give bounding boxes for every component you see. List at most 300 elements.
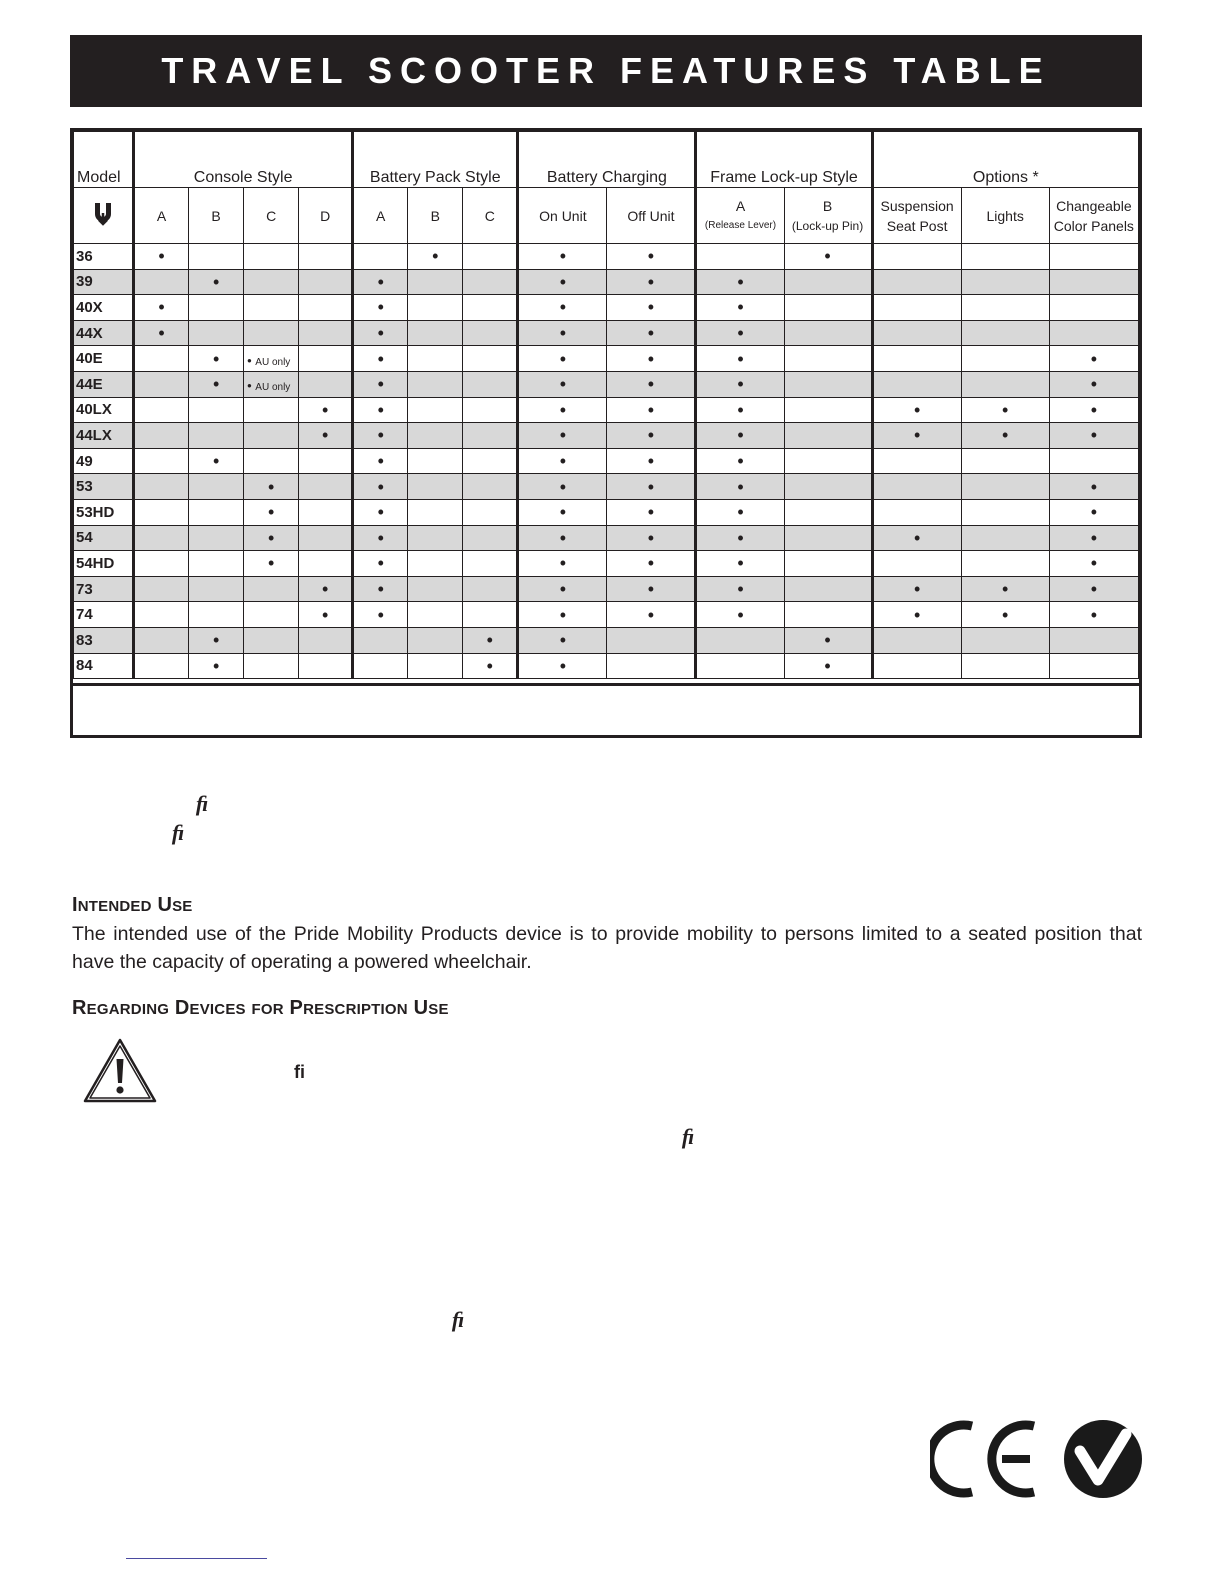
feature-cell-pack_a <box>353 269 408 295</box>
feature-cell-pack_b <box>408 525 463 551</box>
feature-cell-pack_b <box>408 653 463 679</box>
feature-cell-pack_c <box>463 320 518 346</box>
feature-cell-opt_panels <box>1049 320 1138 346</box>
feature-cell-lock_a <box>696 525 784 551</box>
feature-cell-charge_on <box>518 295 607 321</box>
feature-cell-opt_panels <box>1049 551 1138 577</box>
pack-a-header: A <box>353 188 408 244</box>
feature-dot: • <box>737 502 744 523</box>
feature-cell-charge_off <box>607 551 696 577</box>
feature-cell-opt_panels <box>1049 269 1138 295</box>
feature-dot: • <box>158 246 165 267</box>
feature-cell-pack_b <box>408 295 463 321</box>
feature-cell-opt_susp <box>872 244 961 270</box>
feature-cell-pack_a <box>353 627 408 653</box>
feature-cell-lock_a <box>696 499 784 525</box>
feature-cell-lock_b <box>784 269 872 295</box>
au-only-note: • AU only <box>247 378 291 394</box>
model-cell: 44X <box>74 320 134 346</box>
feature-dot: • <box>1002 579 1009 600</box>
au-only-note: • AU only <box>247 352 291 368</box>
feature-cell-pack_c <box>463 499 518 525</box>
feature-cell-lock_a <box>696 551 784 577</box>
feature-dot: • <box>322 399 329 420</box>
feature-cell-pack_b <box>408 602 463 628</box>
feature-cell-console_d <box>299 525 353 551</box>
feature-cell-pack_b <box>408 371 463 397</box>
ligature-fi: ﬁ <box>196 791 209 816</box>
feature-cell-charge_on <box>518 576 607 602</box>
certification-marks <box>930 1418 1144 1500</box>
feature-cell-opt_panels <box>1049 474 1138 500</box>
feature-cell-charge_on <box>518 499 607 525</box>
feature-cell-opt_susp <box>872 295 961 321</box>
feature-cell-lock_a <box>696 295 784 321</box>
feature-dot: • <box>377 323 384 344</box>
feature-cell-pack_c <box>463 448 518 474</box>
model-cell: 53HD <box>74 499 134 525</box>
group-header-frame-lockup: Frame Lock-up Style <box>696 132 872 188</box>
feature-dot: • <box>737 425 744 446</box>
feature-cell-charge_off <box>607 320 696 346</box>
feature-cell-charge_off <box>607 576 696 602</box>
feature-dot: • <box>559 374 567 395</box>
feature-dot: • <box>559 630 567 651</box>
feature-cell-console_c <box>244 320 299 346</box>
feature-dot: • <box>647 323 655 344</box>
feature-cell-lock_b <box>784 576 872 602</box>
table-row <box>74 371 1139 397</box>
feature-cell-pack_a <box>353 371 408 397</box>
feature-cell-lock_a <box>696 653 784 679</box>
feature-cell-opt_lights <box>961 576 1049 602</box>
feature-dot: • <box>559 476 567 497</box>
feature-dot: • <box>559 579 567 600</box>
feature-cell-charge_off <box>607 269 696 295</box>
feature-cell-pack_c <box>463 551 518 577</box>
feature-cell-charge_off <box>607 397 696 423</box>
feature-dot: • <box>647 348 655 369</box>
feature-dot: • <box>1090 399 1098 420</box>
feature-dot: • <box>212 655 220 676</box>
feature-cell-opt_lights <box>961 499 1049 525</box>
feature-dot: • <box>432 246 439 267</box>
table-row <box>74 499 1139 525</box>
model-cell: 83 <box>74 627 134 653</box>
feature-dot: • <box>486 655 493 676</box>
page-title: TRAVEL SCOOTER FEATURES TABLE <box>70 35 1142 107</box>
table-row <box>74 397 1139 423</box>
feature-cell-opt_susp <box>872 576 961 602</box>
feature-cell-console_c <box>244 525 299 551</box>
feature-cell-opt_panels <box>1049 525 1138 551</box>
feature-dot: • <box>559 502 567 523</box>
feature-dot: • <box>377 374 384 395</box>
feature-cell-opt_panels <box>1049 244 1138 270</box>
intended-use-body: The intended use of the Pride Mobility Products device is to provide mobility to persons limited to a seated position that have the capacity of operating a powered wheelchair. <box>72 923 1142 973</box>
feature-cell-lock_b <box>784 602 872 628</box>
feature-cell-console_c <box>244 653 299 679</box>
feature-cell-console_c <box>244 499 299 525</box>
table-row <box>74 653 1139 679</box>
footer-link-underline <box>126 1558 267 1559</box>
feature-cell-lock_b <box>784 627 872 653</box>
feature-cell-console_b <box>189 602 244 628</box>
feature-cell-pack_a <box>353 576 408 602</box>
feature-cell-pack_b <box>408 627 463 653</box>
feature-cell-pack_a <box>353 474 408 500</box>
feature-dot: • <box>559 425 567 446</box>
feature-cell-console_c <box>244 346 299 372</box>
feature-cell-pack_a <box>353 499 408 525</box>
model-cell: 54HD <box>74 551 134 577</box>
feature-cell-opt_susp <box>872 653 961 679</box>
feature-cell-console_d <box>299 499 353 525</box>
charge-on-header: On Unit <box>518 188 607 244</box>
pull-release-icon <box>92 200 114 226</box>
ligature-fi: ﬁ <box>172 820 185 845</box>
feature-dot: • <box>1002 425 1009 446</box>
feature-cell-pack_c <box>463 576 518 602</box>
feature-cell-opt_susp <box>872 448 961 474</box>
feature-cell-opt_susp <box>872 423 961 449</box>
feature-cell-charge_off <box>607 423 696 449</box>
feature-dot: • <box>1002 399 1009 420</box>
feature-cell-charge_off <box>607 371 696 397</box>
model-cell: 53 <box>74 474 134 500</box>
feature-cell-opt_panels <box>1049 627 1138 653</box>
feature-cell-console_b <box>189 244 244 270</box>
feature-cell-opt_panels <box>1049 448 1138 474</box>
feature-cell-pack_b <box>408 576 463 602</box>
feature-dot: • <box>559 271 567 292</box>
table-row <box>74 244 1139 270</box>
feature-dot: • <box>158 323 165 344</box>
feature-cell-pack_c <box>463 627 518 653</box>
opt-suspension-header: Suspension Seat Post <box>872 188 961 244</box>
feature-cell-pack_b <box>408 551 463 577</box>
feature-cell-lock_a <box>696 602 784 628</box>
model-cell: 44E <box>74 371 134 397</box>
feature-dot: • <box>1090 527 1098 548</box>
feature-cell-lock_a <box>696 627 784 653</box>
feature-cell-lock_a <box>696 397 784 423</box>
feature-cell-console_c <box>244 397 299 423</box>
feature-cell-console_d <box>299 627 353 653</box>
lock-a-header <box>696 188 784 244</box>
feature-cell-console_a <box>134 320 189 346</box>
feature-dot: • <box>737 451 744 472</box>
console-a-header: A <box>134 188 189 244</box>
feature-dot: • <box>647 297 655 318</box>
feature-cell-pack_a <box>353 525 408 551</box>
feature-dot: • <box>1090 502 1098 523</box>
feature-dot: • <box>212 271 220 292</box>
feature-cell-opt_lights <box>961 423 1049 449</box>
feature-cell-lock_b <box>784 397 872 423</box>
table-row <box>74 346 1139 372</box>
feature-cell-console_c <box>244 448 299 474</box>
feature-dot: • <box>377 604 384 625</box>
lock-a-letter: A <box>735 197 746 214</box>
table-row <box>74 423 1139 449</box>
feature-dot: • <box>647 502 655 523</box>
feature-cell-console_d <box>299 320 353 346</box>
table-row <box>74 448 1139 474</box>
feature-cell-lock_b <box>784 320 872 346</box>
feature-dot: • <box>559 323 567 344</box>
feature-dot: • <box>737 604 744 625</box>
feature-dot: • <box>559 297 567 318</box>
feature-dot: • <box>267 476 275 497</box>
feature-dot: • <box>377 271 384 292</box>
feature-cell-charge_off <box>607 602 696 628</box>
feature-cell-console_b <box>189 627 244 653</box>
feature-cell-console_c <box>244 295 299 321</box>
feature-dot: • <box>647 399 655 420</box>
group-header-battery-charging: Battery Charging <box>518 132 696 188</box>
ligature-fi: ﬁ <box>294 1062 305 1082</box>
feature-dot: • <box>267 502 275 523</box>
feature-cell-charge_on <box>518 602 607 628</box>
feature-dot: • <box>913 399 921 420</box>
feature-dot: • <box>377 553 384 574</box>
feature-cell-opt_lights <box>961 371 1049 397</box>
feature-dot: • <box>322 579 329 600</box>
feature-cell-console_c <box>244 551 299 577</box>
feature-cell-console_b <box>189 371 244 397</box>
feature-dot: • <box>212 348 220 369</box>
ce-mark-icon <box>930 1425 1034 1493</box>
model-cell: 54 <box>74 525 134 551</box>
feature-cell-pack_c <box>463 371 518 397</box>
ligature-fi: ﬁ <box>682 1124 695 1149</box>
feature-cell-opt_lights <box>961 244 1049 270</box>
feature-cell-console_d <box>299 371 353 397</box>
feature-dot: • <box>559 553 567 574</box>
feature-cell-console_a <box>134 371 189 397</box>
charge-off-header: Off Unit <box>607 188 696 244</box>
feature-cell-console_a <box>134 499 189 525</box>
feature-cell-pack_b <box>408 244 463 270</box>
feature-dot: • <box>647 527 655 548</box>
feature-cell-charge_on <box>518 371 607 397</box>
model-icon-cell <box>74 188 134 244</box>
feature-cell-console_c <box>244 371 299 397</box>
feature-cell-console_d <box>299 244 353 270</box>
feature-cell-pack_a <box>353 448 408 474</box>
group-header-console: Console Style <box>134 132 353 188</box>
feature-cell-lock_b <box>784 474 872 500</box>
feature-dot: • <box>559 246 567 267</box>
table-row <box>74 320 1139 346</box>
feature-dot: • <box>737 476 744 497</box>
feature-cell-lock_b <box>784 295 872 321</box>
feature-cell-console_d <box>299 602 353 628</box>
feature-dot: • <box>1090 604 1098 625</box>
feature-cell-pack_a <box>353 602 408 628</box>
feature-dot: • <box>737 553 744 574</box>
feature-dot: • <box>737 348 744 369</box>
feature-cell-pack_b <box>408 423 463 449</box>
feature-cell-console_a <box>134 551 189 577</box>
feature-cell-lock_b <box>784 653 872 679</box>
feature-cell-opt_panels <box>1049 653 1138 679</box>
table-row <box>74 551 1139 577</box>
feature-dot: • <box>1090 425 1098 446</box>
feature-cell-console_a <box>134 602 189 628</box>
feature-cell-pack_b <box>408 474 463 500</box>
feature-dot: • <box>212 374 220 395</box>
feature-cell-pack_a <box>353 320 408 346</box>
feature-cell-charge_on <box>518 397 607 423</box>
feature-cell-console_d <box>299 397 353 423</box>
feature-cell-console_d <box>299 576 353 602</box>
feature-cell-charge_on <box>518 448 607 474</box>
feature-cell-lock_b <box>784 525 872 551</box>
feature-cell-charge_on <box>518 320 607 346</box>
feature-cell-pack_c <box>463 346 518 372</box>
group-header-options: Options * <box>872 132 1138 188</box>
feature-cell-lock_b <box>784 423 872 449</box>
feature-dot: • <box>913 425 921 446</box>
feature-cell-console_a <box>134 653 189 679</box>
feature-dot: • <box>377 348 384 369</box>
feature-cell-console_c <box>244 269 299 295</box>
feature-cell-console_c <box>244 474 299 500</box>
pack-b-header: B <box>408 188 463 244</box>
feature-dot: • <box>647 579 655 600</box>
feature-cell-pack_a <box>353 244 408 270</box>
feature-dot: • <box>1090 476 1098 497</box>
feature-dot: • <box>647 451 655 472</box>
feature-dot: • <box>377 579 384 600</box>
feature-dot: • <box>647 604 655 625</box>
feature-dot: • <box>647 246 655 267</box>
feature-cell-console_a <box>134 525 189 551</box>
feature-dot: • <box>647 553 655 574</box>
lock-a-note: (Release Lever) <box>704 219 777 231</box>
model-cell: 40E <box>74 346 134 372</box>
feature-cell-opt_susp <box>872 602 961 628</box>
lock-b-letter: B <box>822 197 833 214</box>
opt-panels-header: Changeable Color Panels <box>1049 188 1138 244</box>
feature-cell-lock_a <box>696 244 784 270</box>
feature-cell-lock_a <box>696 474 784 500</box>
table-row <box>74 269 1139 295</box>
feature-cell-lock_a <box>696 576 784 602</box>
feature-cell-opt_susp <box>872 346 961 372</box>
feature-cell-pack_c <box>463 602 518 628</box>
model-cell: 40X <box>74 295 134 321</box>
feature-cell-console_a <box>134 269 189 295</box>
feature-dot: • <box>824 655 831 676</box>
feature-dot: • <box>647 374 655 395</box>
features-table-frame <box>70 128 1142 738</box>
feature-dot: • <box>559 527 567 548</box>
feature-cell-opt_lights <box>961 525 1049 551</box>
feature-cell-charge_on <box>518 244 607 270</box>
feature-dot: • <box>377 297 384 318</box>
feature-cell-console_b <box>189 551 244 577</box>
feature-dot: • <box>1090 579 1098 600</box>
feature-dot: • <box>377 451 384 472</box>
feature-dot: • <box>913 527 921 548</box>
feature-cell-opt_lights <box>961 269 1049 295</box>
feature-cell-opt_panels <box>1049 602 1138 628</box>
feature-cell-console_c <box>244 244 299 270</box>
console-d-header: D <box>299 188 353 244</box>
feature-cell-console_d <box>299 269 353 295</box>
feature-cell-console_a <box>134 576 189 602</box>
feature-cell-console_c <box>244 627 299 653</box>
warning-triangle-icon <box>82 1037 158 1105</box>
table-row <box>74 576 1139 602</box>
feature-cell-opt_panels <box>1049 295 1138 321</box>
intended-use-heading: INTENDED USE <box>72 894 193 916</box>
feature-dot: • <box>212 451 220 472</box>
feature-cell-console_c <box>244 576 299 602</box>
feature-dot: • <box>1090 374 1098 395</box>
feature-cell-opt_susp <box>872 525 961 551</box>
feature-cell-opt_panels <box>1049 423 1138 449</box>
compliance-check-icon <box>1064 1420 1142 1498</box>
table-row <box>74 295 1139 321</box>
feature-cell-opt_lights <box>961 653 1049 679</box>
table-row <box>74 474 1139 500</box>
feature-cell-charge_on <box>518 474 607 500</box>
feature-cell-lock_b <box>784 448 872 474</box>
feature-cell-lock_a <box>696 269 784 295</box>
feature-dot: • <box>559 655 567 676</box>
model-cell: 49 <box>74 448 134 474</box>
feature-cell-opt_panels <box>1049 499 1138 525</box>
feature-cell-console_d <box>299 474 353 500</box>
feature-cell-opt_lights <box>961 474 1049 500</box>
feature-cell-pack_a <box>353 346 408 372</box>
feature-cell-console_a <box>134 244 189 270</box>
feature-cell-console_b <box>189 269 244 295</box>
feature-cell-opt_susp <box>872 499 961 525</box>
feature-dot: • <box>559 348 567 369</box>
feature-cell-opt_lights <box>961 320 1049 346</box>
feature-cell-pack_b <box>408 320 463 346</box>
feature-cell-console_a <box>134 627 189 653</box>
feature-cell-charge_off <box>607 627 696 653</box>
feature-cell-lock_a <box>696 371 784 397</box>
feature-cell-lock_b <box>784 551 872 577</box>
feature-cell-pack_c <box>463 525 518 551</box>
feature-cell-charge_on <box>518 627 607 653</box>
feature-cell-opt_panels <box>1049 346 1138 372</box>
feature-cell-opt_lights <box>961 448 1049 474</box>
feature-cell-pack_b <box>408 346 463 372</box>
feature-cell-console_c <box>244 602 299 628</box>
feature-cell-console_b <box>189 423 244 449</box>
feature-cell-pack_c <box>463 244 518 270</box>
feature-dot: • <box>212 630 220 651</box>
feature-dot: • <box>737 527 744 548</box>
feature-cell-pack_c <box>463 269 518 295</box>
lock-b-note: (Lock-up Pin) <box>791 218 864 233</box>
feature-cell-charge_off <box>607 653 696 679</box>
feature-cell-console_b <box>189 474 244 500</box>
feature-cell-lock_b <box>784 499 872 525</box>
feature-cell-opt_susp <box>872 551 961 577</box>
feature-cell-charge_off <box>607 346 696 372</box>
feature-cell-console_a <box>134 346 189 372</box>
feature-cell-pack_b <box>408 499 463 525</box>
